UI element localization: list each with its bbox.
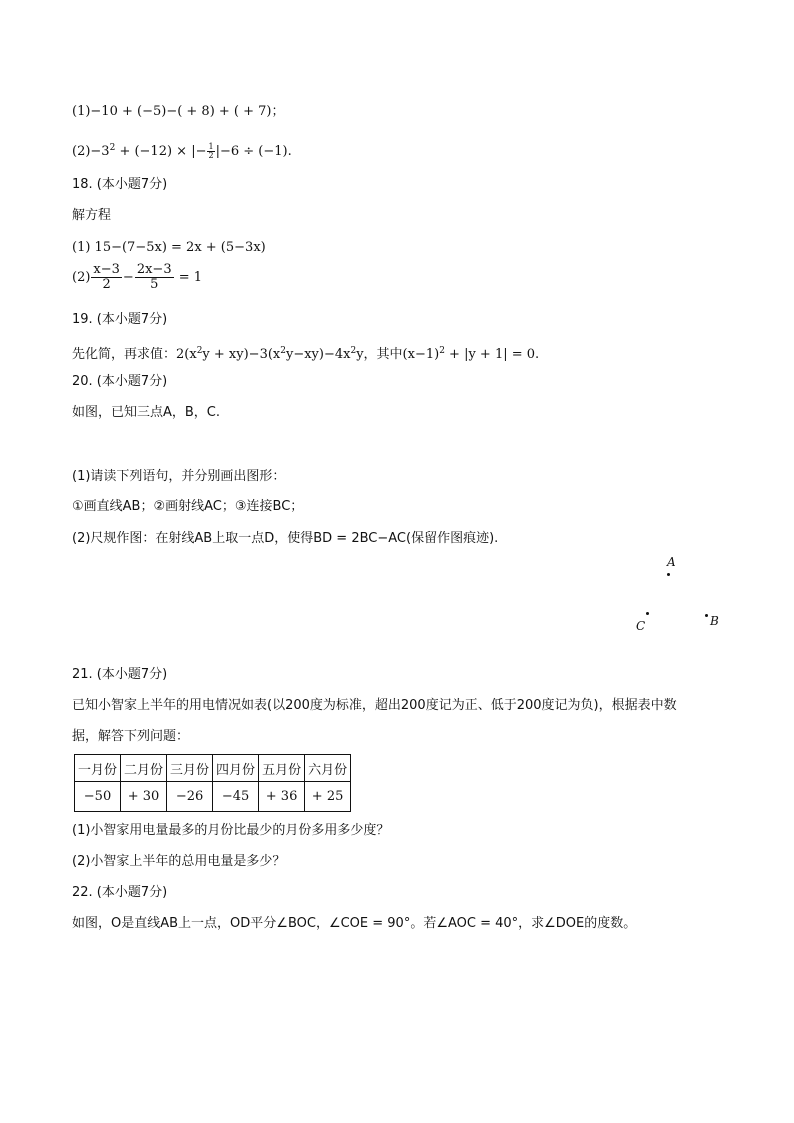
point-label-a: A <box>667 555 676 569</box>
q21-part2: (2)小智家上半年的总用电量是多少？ <box>72 854 286 869</box>
table-header-cell: 一月份 <box>75 755 121 782</box>
electricity-table <box>74 754 351 812</box>
table-header-cell: 三月份 <box>167 755 213 782</box>
q17-part1: (1)−10 + (−5)−( + 8) + ( + 7)； <box>72 104 285 119</box>
q20-intro: 如图，已知三点A，B，C. <box>72 405 221 420</box>
table-header-row <box>75 755 351 782</box>
q19-expression: 先化简，再求值：$2(x^2y + xy)-3(x^2y-xy)-4x^2y$，其中$(x-1)^2 + |y + 1| = 0$. <box>72 346 540 362</box>
q18-part2: (2) $\frac{x-3}{2}$ − $\frac{2x-3}{5}$ = 1 <box>72 262 203 292</box>
table-header-cell: 五月份 <box>259 755 305 782</box>
table-row <box>75 782 351 812</box>
q21-text-line2: 据，解答下列问题： <box>72 729 190 744</box>
table-cell: + 25 <box>305 782 351 812</box>
q18-header: 18. (本小题7分) <box>72 177 168 192</box>
point-c <box>646 612 649 615</box>
table-header-cell: 二月份 <box>121 755 167 782</box>
table-header-cell: 六月份 <box>305 755 351 782</box>
q21-text-line1: 已知小智家上半年的用电情况如表(以200度为标准，超出200度记为正、低于200度记为负)，根据表中数 <box>72 698 677 713</box>
q22-text: 如图，O是直线AB上一点，OD平分∠BOC，∠COE = 90°。若∠AOC = 40°，求∠DOE的度数。 <box>72 916 637 931</box>
fraction: $\frac{2x-3}{5}$ <box>136 262 172 292</box>
fraction: $\frac{x-3}{2}$ <box>93 262 120 292</box>
point-label-c: C <box>636 619 646 633</box>
table-cell: + 36 <box>259 782 305 812</box>
point-b <box>705 614 708 617</box>
q18-part1: (1) 15−(7−5x) = 2x + (5−3x) <box>72 240 266 255</box>
q20-part1: (1)请读下列语句，并分别画出图形： <box>72 469 286 484</box>
point-a <box>667 573 670 576</box>
q20-part2: (2)尺规作图：在射线AB上取一点D，使得BD = 2BC−AC(保留作图痕迹). <box>72 531 499 546</box>
q22-header: 22. (本小题7分) <box>72 885 168 900</box>
q18-instruction: 解方程 <box>72 208 112 223</box>
q17-part2: $(2)-3^2 + (-12)$ × |− $\frac{1}{2}$ |−6 ÷ (−1). <box>72 142 292 160</box>
point-label-b: B <box>710 614 719 628</box>
q20-header: 20. (本小题7分) <box>72 374 168 389</box>
q21-part1: (1)小智家用电量最多的月份比最少的月份多用多少度？ <box>72 823 390 838</box>
table-header-cell: 四月份 <box>213 755 259 782</box>
q19-header: 19. (本小题7分) <box>72 312 168 327</box>
q21-header: 21. (本小题7分) <box>72 667 168 682</box>
q20-part1-items: ①画直线AB；②画射线AC；③连接BC； <box>72 499 304 514</box>
table-cell: + 30 <box>121 782 167 812</box>
fraction: $\frac{1}{2}$ <box>208 142 214 160</box>
table-cell: −26 <box>167 782 213 812</box>
table-cell: −45 <box>213 782 259 812</box>
table-cell: −50 <box>75 782 121 812</box>
